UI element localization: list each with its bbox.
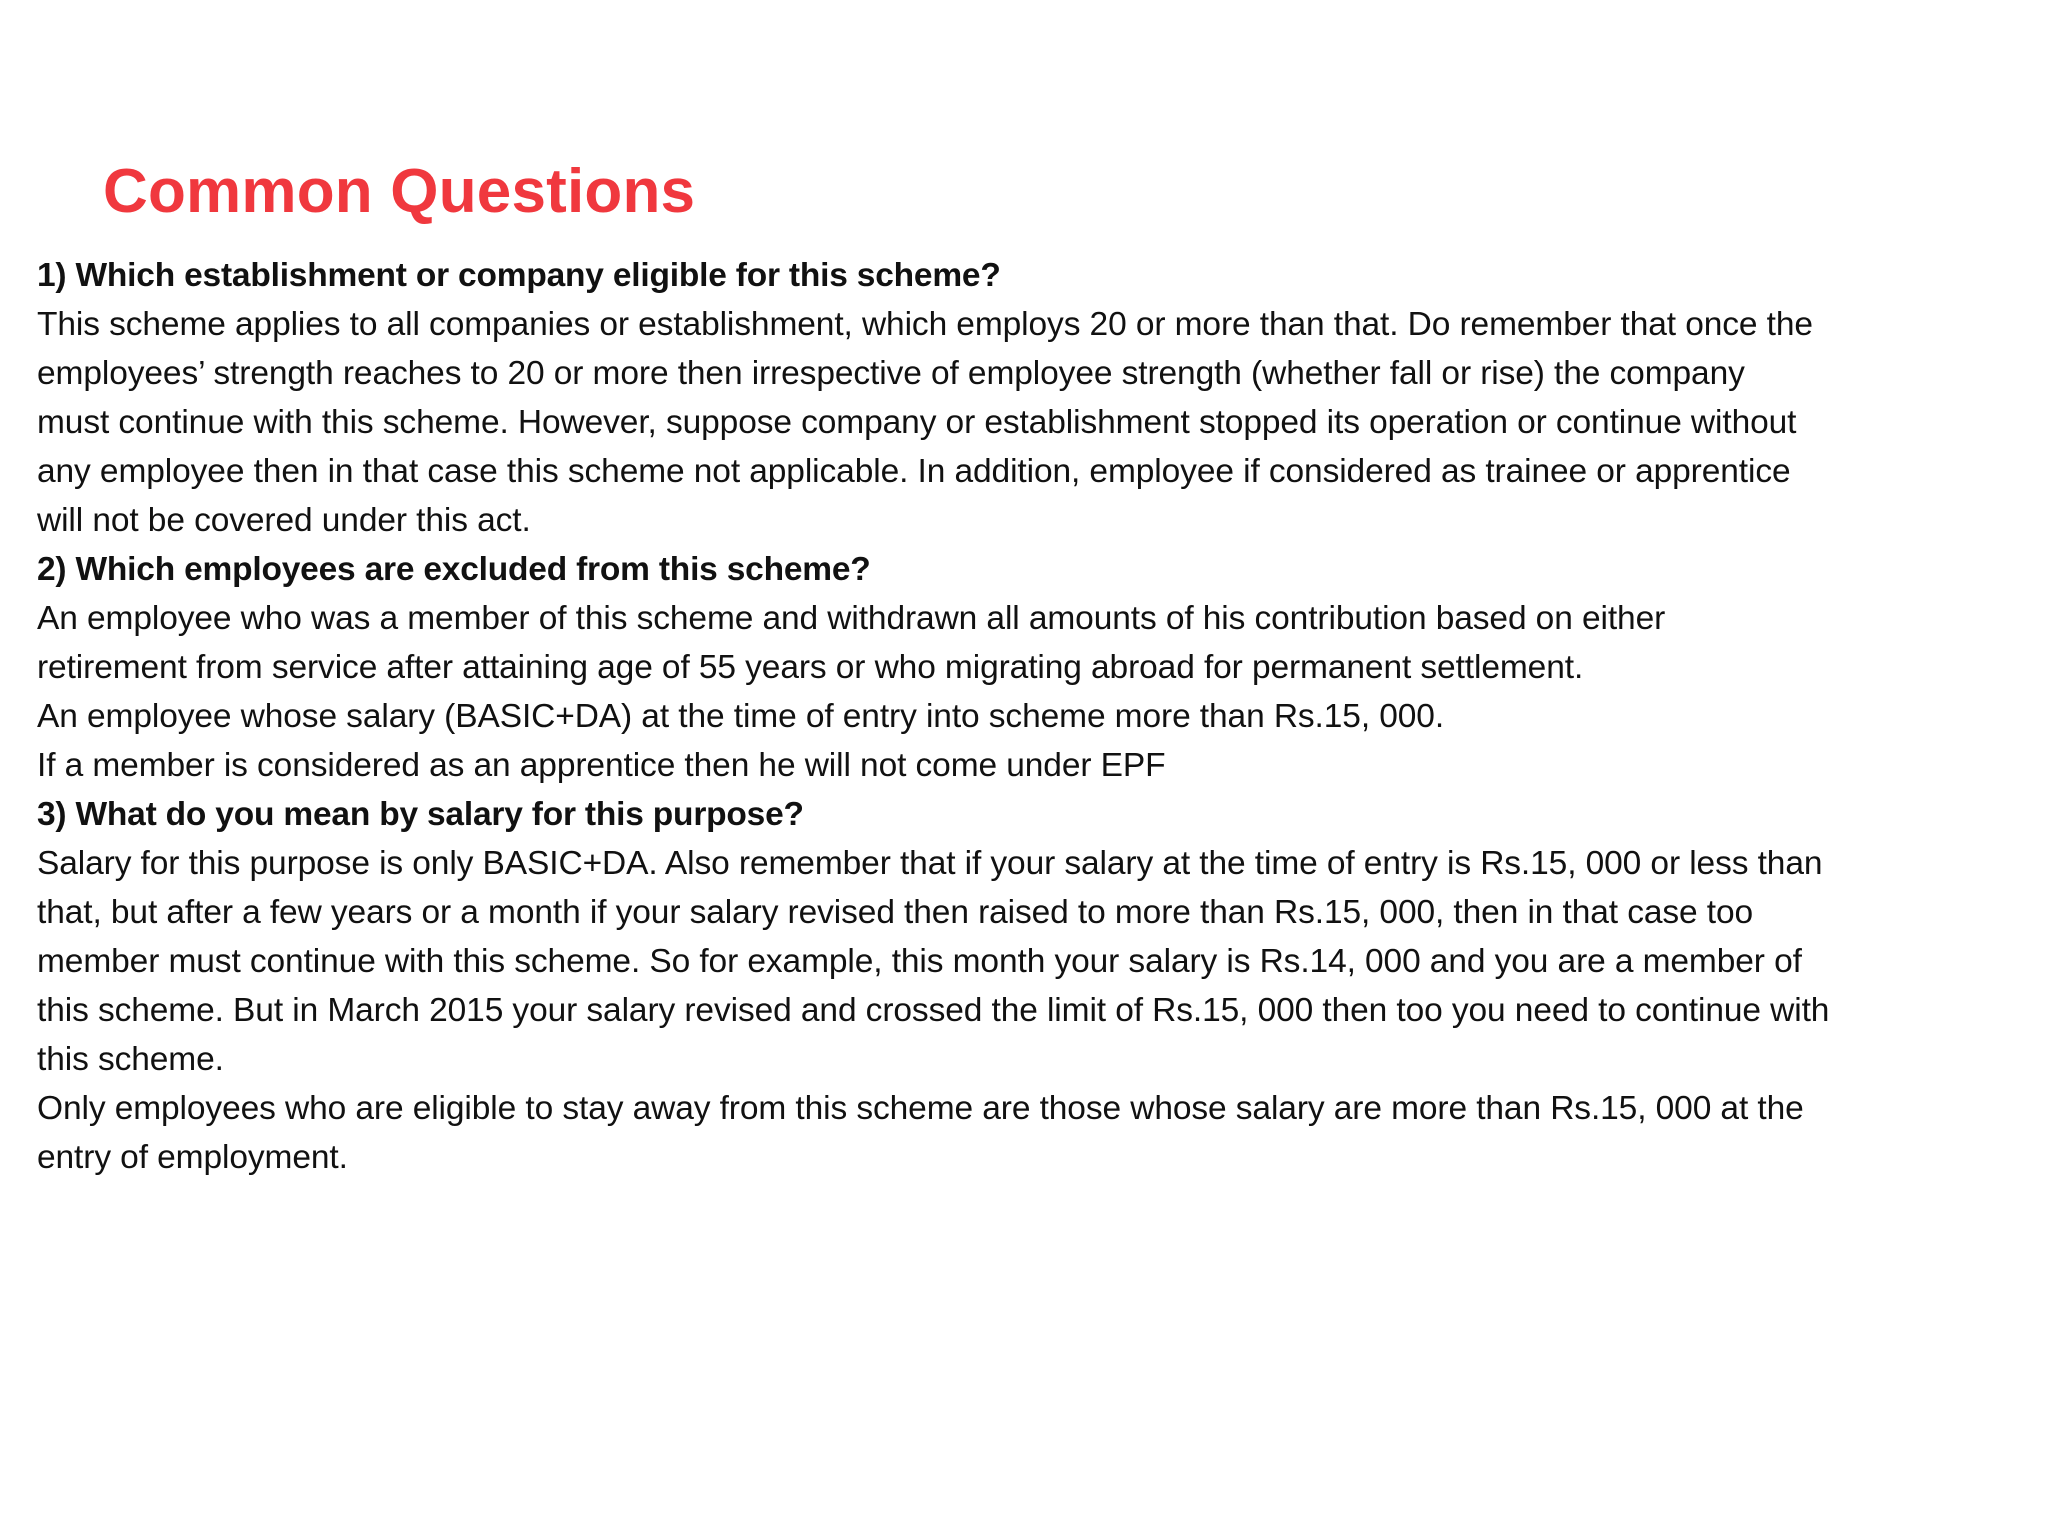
answer-3-line-5: this scheme. xyxy=(37,1041,224,1078)
question-2: 2) Which employees are excluded from this scheme? xyxy=(37,551,871,588)
answer-3-line-7: entry of employment. xyxy=(37,1139,348,1176)
answer-2-line-4: If a member is considered as an apprentice then he will not come under EPF xyxy=(37,747,1166,784)
answer-1-line-4: any employee then in that case this scheme not applicable. In addition, employee if considered as trainee or apprentice xyxy=(37,453,1791,490)
answer-3-line-4: this scheme. But in March 2015 your salary revised and crossed the limit of Rs.15, 000 then too you need to continue with xyxy=(37,992,1830,1029)
faq-content xyxy=(37,251,2027,1182)
answer-3-line-6: Only employees who are eligible to stay away from this scheme are those whose salary are more than Rs.15, 000 at the xyxy=(37,1090,1804,1127)
answer-1-line-1: This scheme applies to all companies or establishment, which employs 20 or more than that. Do remember that once the xyxy=(37,306,1813,343)
answer-1-line-3: must continue with this scheme. However, suppose company or establishment stopped its operation or continue without xyxy=(37,404,1797,441)
page-title: Common Questions xyxy=(103,157,696,226)
answer-3-line-3: member must continue with this scheme. So for example, this month your salary is Rs.14, 000 and you are a member of xyxy=(37,943,1802,980)
question-3: 3) What do you mean by salary for this purpose? xyxy=(37,796,804,833)
answer-2-line-3: An employee whose salary (BASIC+DA) at the time of entry into scheme more than Rs.15, 000. xyxy=(37,698,1445,735)
question-1: 1) Which establishment or company eligible for this scheme? xyxy=(37,257,1001,294)
answer-3-line-1: Salary for this purpose is only BASIC+DA. Also remember that if your salary at the time of entry is Rs.15, 000 or less than xyxy=(37,845,1823,882)
answer-3-line-2: that, but after a few years or a month if your salary revised then raised to more than Rs.15, 000, then in that case too xyxy=(37,894,1754,931)
answer-2-line-2: retirement from service after attaining age of 55 years or who migrating abroad for permanent settlement. xyxy=(37,649,1584,686)
answer-1-line-5: will not be covered under this act. xyxy=(37,502,531,539)
answer-1-line-2: employees’ strength reaches to 20 or more then irrespective of employee strength (whether fall or rise) the company xyxy=(37,355,1745,392)
answer-2-line-1: An employee who was a member of this scheme and withdrawn all amounts of his contribution based on either xyxy=(37,600,1666,637)
